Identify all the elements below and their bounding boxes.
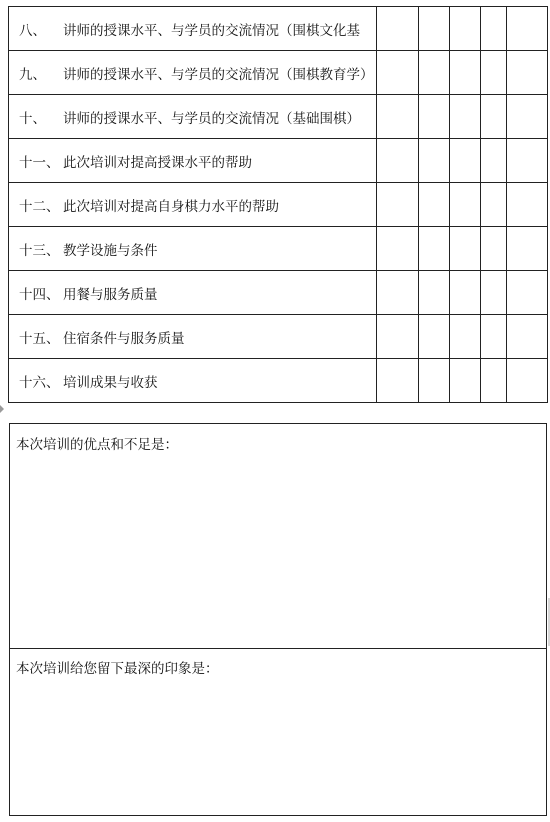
rating-cell[interactable] xyxy=(419,7,450,51)
item-number: 十四、 xyxy=(19,286,60,303)
evaluation-table xyxy=(8,6,548,403)
rating-cell[interactable] xyxy=(377,315,419,359)
margin-marker-icon xyxy=(0,405,4,413)
item-number: 十六、 xyxy=(19,374,60,391)
rating-cell[interactable] xyxy=(450,95,481,139)
item-label-cell xyxy=(9,271,377,315)
rating-cell[interactable] xyxy=(377,95,419,139)
rating-cell[interactable] xyxy=(481,271,507,315)
strengths-weaknesses-prompt: 本次培训的优点和不足是： xyxy=(16,437,178,453)
rating-cell[interactable] xyxy=(419,51,450,95)
rating-cell[interactable] xyxy=(507,315,548,359)
item-label-cell xyxy=(9,315,377,359)
strengths-weaknesses-box[interactable] xyxy=(9,423,547,649)
rating-cell[interactable] xyxy=(481,227,507,271)
item-label-cell xyxy=(9,139,377,183)
rating-cell[interactable] xyxy=(507,359,548,403)
impression-box[interactable] xyxy=(9,648,547,816)
rating-cell[interactable] xyxy=(481,139,507,183)
rating-cell[interactable] xyxy=(481,315,507,359)
rating-cell[interactable] xyxy=(507,183,548,227)
item-number: 十一、 xyxy=(19,154,60,171)
item-number: 八、 xyxy=(19,22,46,39)
item-number: 十二、 xyxy=(19,198,60,215)
rating-cell[interactable] xyxy=(450,271,481,315)
rating-cell[interactable] xyxy=(481,95,507,139)
item-text: 用餐与服务质量 xyxy=(63,286,158,303)
item-text: 培训成果与收获 xyxy=(63,374,158,391)
table-row xyxy=(9,139,548,183)
item-label-cell xyxy=(9,7,377,51)
table-row xyxy=(9,359,548,403)
rating-cell[interactable] xyxy=(450,359,481,403)
rating-cell[interactable] xyxy=(450,315,481,359)
item-label-cell xyxy=(9,51,377,95)
rating-cell[interactable] xyxy=(419,139,450,183)
item-text: 讲师的授课水平、与学员的交流情况（围棋教育学） xyxy=(63,66,374,83)
item-text: 讲师的授课水平、与学员的交流情况（基础围棋） xyxy=(63,110,360,127)
table-row xyxy=(9,315,548,359)
rating-cell[interactable] xyxy=(377,139,419,183)
item-text: 讲师的授课水平、与学员的交流情况（围棋文化基 xyxy=(63,22,360,39)
table-row xyxy=(9,183,548,227)
rating-cell[interactable] xyxy=(450,51,481,95)
rating-cell[interactable] xyxy=(507,271,548,315)
rating-cell[interactable] xyxy=(419,359,450,403)
rating-cell[interactable] xyxy=(481,359,507,403)
table-row xyxy=(9,95,548,139)
rating-cell[interactable] xyxy=(481,7,507,51)
item-label-cell xyxy=(9,95,377,139)
rating-cell[interactable] xyxy=(377,271,419,315)
rating-cell[interactable] xyxy=(377,51,419,95)
rating-cell[interactable] xyxy=(377,183,419,227)
table-row xyxy=(9,227,548,271)
rating-cell[interactable] xyxy=(507,227,548,271)
item-number: 十三、 xyxy=(19,242,60,259)
rating-cell[interactable] xyxy=(377,7,419,51)
table-row xyxy=(9,271,548,315)
item-number: 九、 xyxy=(19,66,46,83)
rating-cell[interactable] xyxy=(450,7,481,51)
item-text: 此次培训对提高自身棋力水平的帮助 xyxy=(63,198,279,215)
rating-cell[interactable] xyxy=(419,271,450,315)
item-text: 此次培训对提高授课水平的帮助 xyxy=(63,154,252,171)
item-text: 教学设施与条件 xyxy=(63,242,158,259)
rating-cell[interactable] xyxy=(507,139,548,183)
rating-cell[interactable] xyxy=(507,51,548,95)
item-number: 十五、 xyxy=(19,330,60,347)
rating-cell[interactable] xyxy=(419,183,450,227)
rating-cell[interactable] xyxy=(377,359,419,403)
rating-cell[interactable] xyxy=(419,227,450,271)
table-row xyxy=(9,51,548,95)
rating-cell[interactable] xyxy=(481,51,507,95)
rating-cell[interactable] xyxy=(377,227,419,271)
rating-cell[interactable] xyxy=(450,227,481,271)
rating-cell[interactable] xyxy=(507,7,548,51)
rating-cell[interactable] xyxy=(481,183,507,227)
rating-cell[interactable] xyxy=(450,139,481,183)
impression-prompt: 本次培训给您留下最深的印象是： xyxy=(16,661,219,677)
item-label-cell xyxy=(9,183,377,227)
rating-cell[interactable] xyxy=(450,183,481,227)
rating-cell[interactable] xyxy=(507,95,548,139)
item-label-cell xyxy=(9,227,377,271)
item-number: 十、 xyxy=(19,110,46,127)
item-text: 住宿条件与服务质量 xyxy=(63,330,185,347)
item-label-cell xyxy=(9,359,377,403)
table-row xyxy=(9,7,548,51)
rating-cell[interactable] xyxy=(419,95,450,139)
rating-cell[interactable] xyxy=(419,315,450,359)
